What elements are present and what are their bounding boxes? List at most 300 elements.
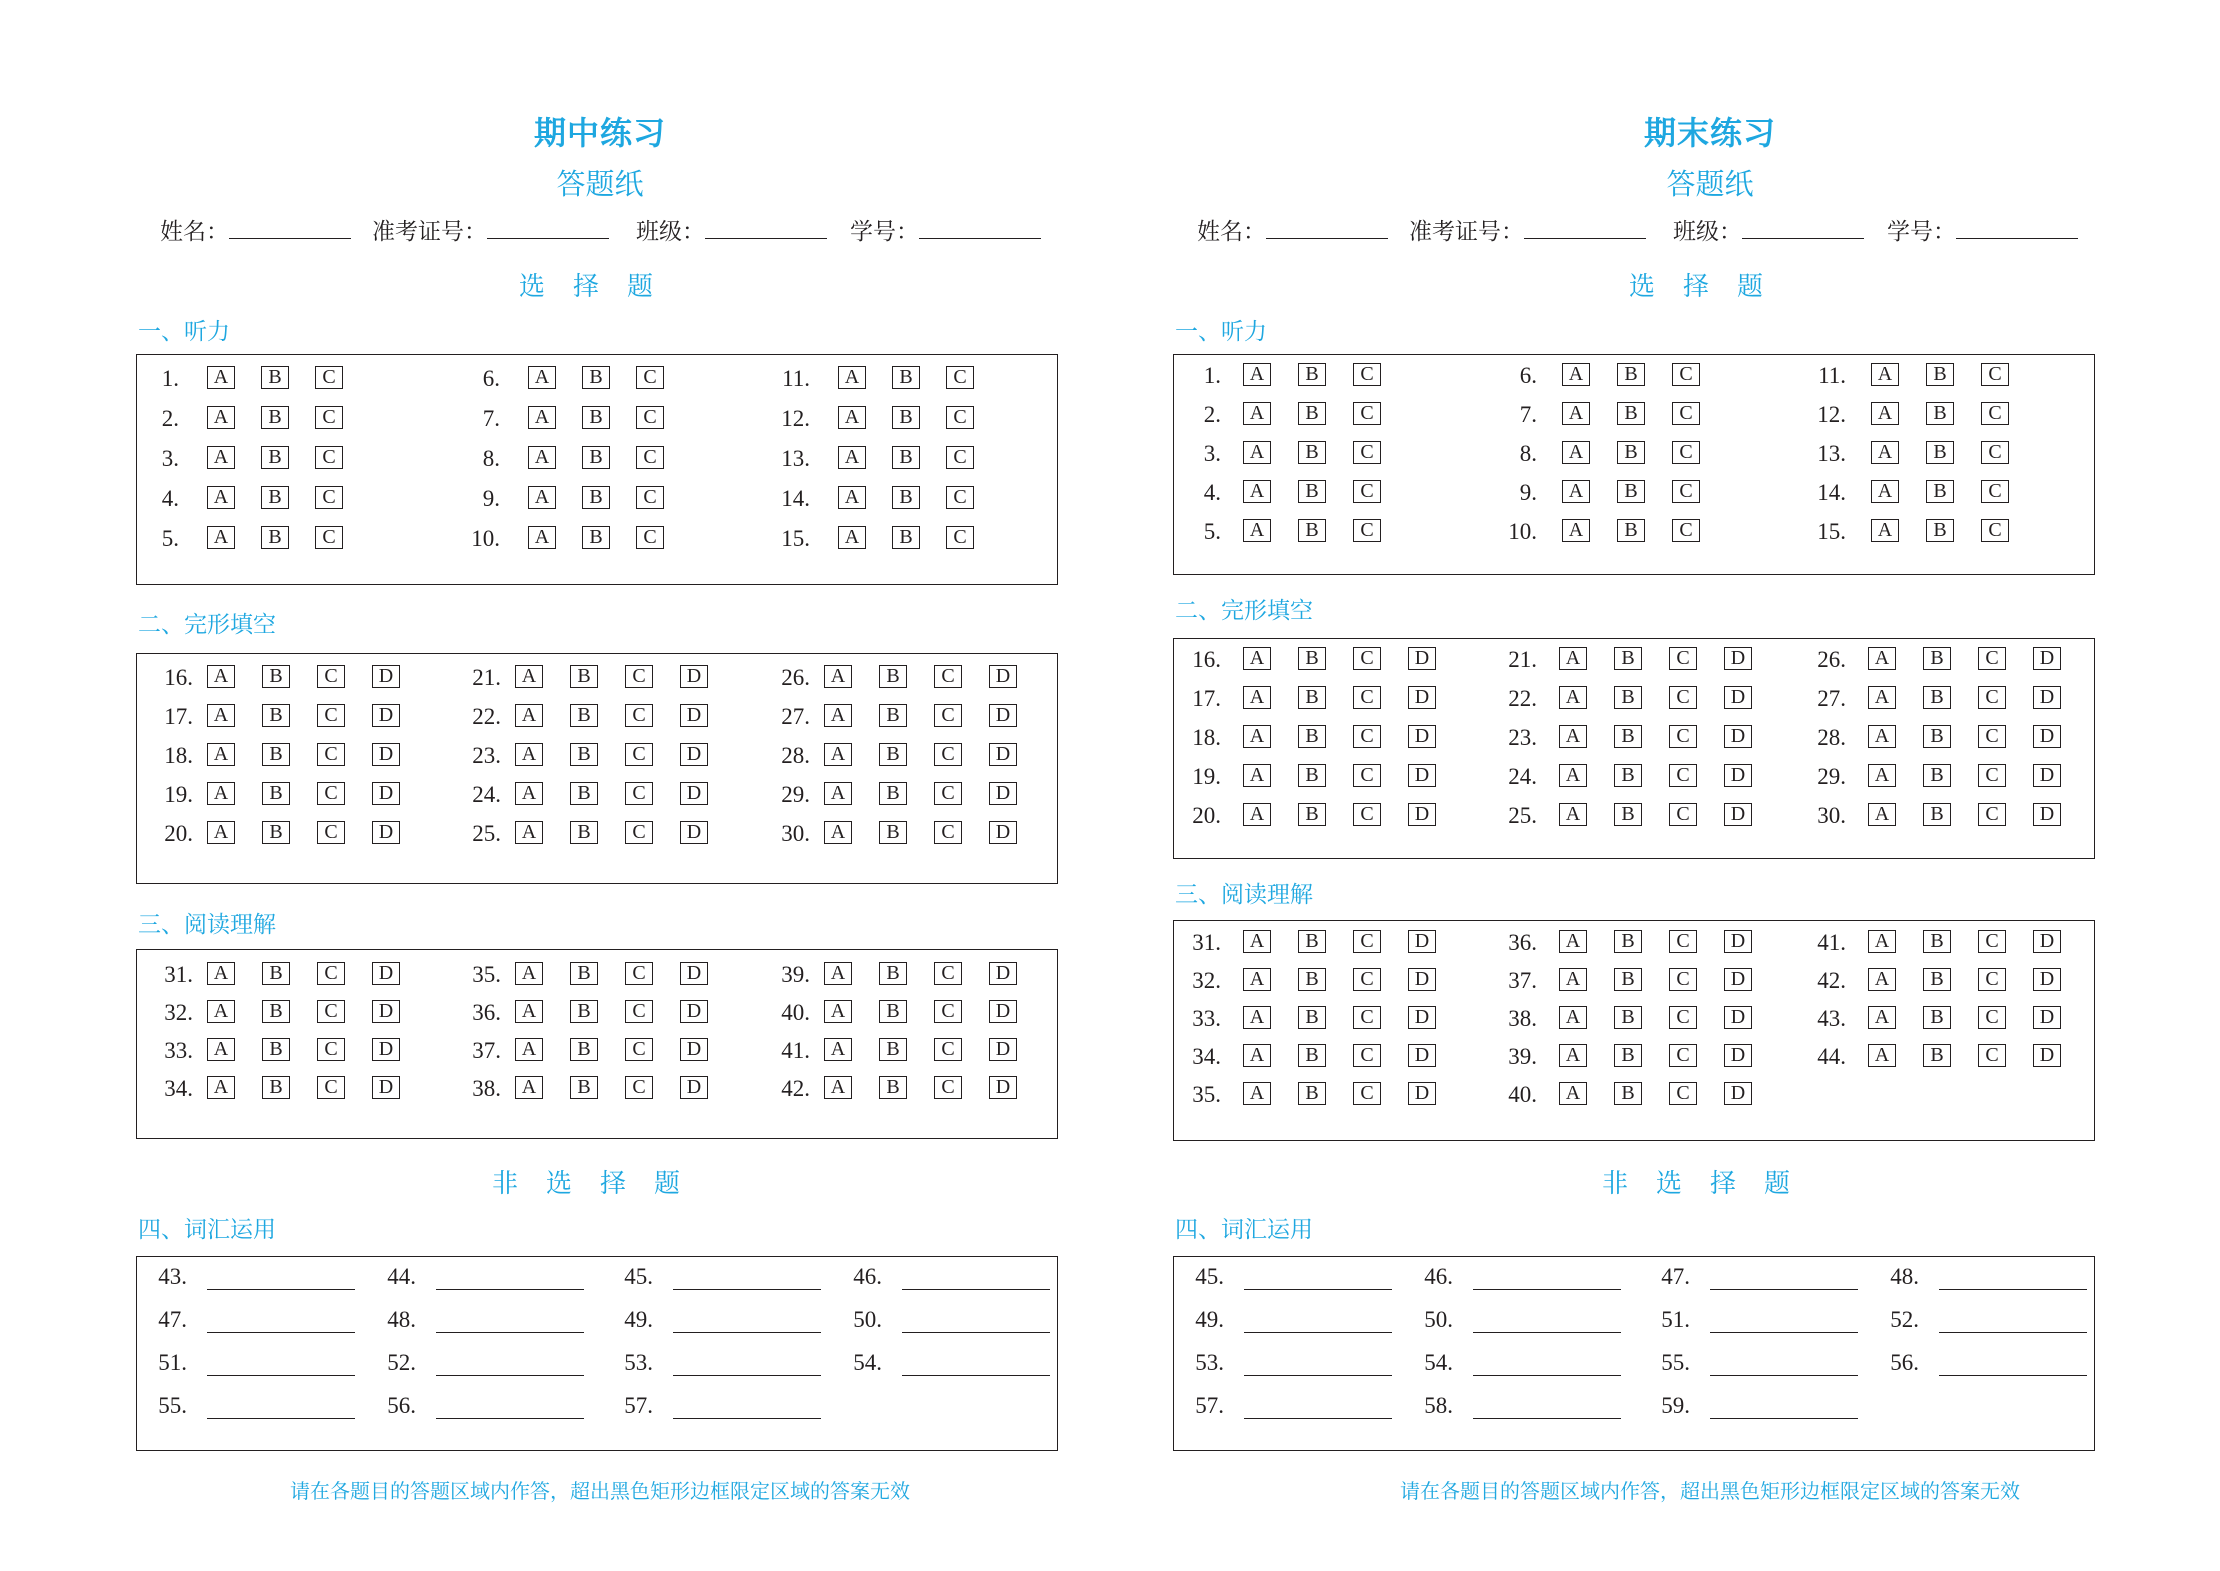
answer-blank-line[interactable]	[436, 1418, 584, 1419]
option-box-a[interactable]: A	[1868, 725, 1896, 748]
option-box-c[interactable]: C	[946, 446, 974, 469]
info-field[interactable]	[1887, 216, 2078, 247]
option-box-c[interactable]: C	[1669, 1044, 1697, 1067]
option-box-b[interactable]: B	[879, 1076, 907, 1099]
option-box-d[interactable]: D	[989, 665, 1017, 688]
option-box-d[interactable]: D	[372, 1038, 400, 1061]
option-box-b[interactable]: B	[879, 782, 907, 805]
option-box-c[interactable]: C	[934, 1038, 962, 1061]
option-box-a[interactable]: A	[1243, 764, 1271, 787]
option-box-c[interactable]: C	[317, 743, 345, 766]
option-box-c[interactable]: C	[1353, 930, 1381, 953]
option-box-a[interactable]: A	[1868, 1006, 1896, 1029]
option-box-d[interactable]: D	[1408, 930, 1436, 953]
option-box-d[interactable]: D	[989, 1000, 1017, 1023]
option-box-b[interactable]: B	[1614, 725, 1642, 748]
option-box-a[interactable]: A	[528, 366, 556, 389]
option-box-c[interactable]: C	[317, 821, 345, 844]
answer-blank-line[interactable]	[673, 1332, 821, 1333]
answer-blank-line[interactable]	[902, 1375, 1050, 1376]
option-box-d[interactable]: D	[2033, 647, 2061, 670]
option-box-c[interactable]: C	[625, 743, 653, 766]
option-box-c[interactable]: C	[1669, 725, 1697, 748]
option-box-b[interactable]: B	[892, 446, 920, 469]
answer-blank-line[interactable]	[673, 1289, 821, 1290]
option-box-a[interactable]: A	[1559, 725, 1587, 748]
option-box-b[interactable]: B	[1614, 686, 1642, 709]
answer-blank-line[interactable]	[1244, 1375, 1392, 1376]
option-box-c[interactable]: C	[625, 782, 653, 805]
option-box-a[interactable]: A	[1868, 764, 1896, 787]
info-field[interactable]	[850, 216, 1041, 247]
option-box-c[interactable]: C	[1981, 363, 2009, 386]
answer-blank-line[interactable]	[1939, 1375, 2087, 1376]
option-box-b[interactable]: B	[892, 486, 920, 509]
option-box-b[interactable]: B	[262, 665, 290, 688]
option-box-c[interactable]: C	[1669, 764, 1697, 787]
option-box-a[interactable]: A	[1559, 930, 1587, 953]
option-box-d[interactable]: D	[2033, 1044, 2061, 1067]
option-box-c[interactable]: C	[1353, 1006, 1381, 1029]
option-box-b[interactable]: B	[1923, 725, 1951, 748]
option-box-b[interactable]: B	[1617, 441, 1645, 464]
option-box-b[interactable]: B	[261, 366, 289, 389]
option-box-d[interactable]: D	[1724, 764, 1752, 787]
option-box-c[interactable]: C	[1978, 803, 2006, 826]
option-box-a[interactable]: A	[1559, 1006, 1587, 1029]
option-box-c[interactable]: C	[317, 1038, 345, 1061]
option-box-b[interactable]: B	[1298, 441, 1326, 464]
answer-blank-line[interactable]	[1473, 1332, 1621, 1333]
option-box-a[interactable]: A	[1562, 363, 1590, 386]
option-box-d[interactable]: D	[1724, 647, 1752, 670]
option-box-d[interactable]: D	[1408, 764, 1436, 787]
answer-blank-line[interactable]	[1939, 1289, 2087, 1290]
option-box-b[interactable]: B	[262, 962, 290, 985]
option-box-a[interactable]: A	[1562, 402, 1590, 425]
option-box-b[interactable]: B	[1298, 686, 1326, 709]
answer-blank-line[interactable]	[1710, 1289, 1858, 1290]
option-box-d[interactable]: D	[1408, 725, 1436, 748]
option-box-d[interactable]: D	[372, 962, 400, 985]
option-box-a[interactable]: A	[1559, 968, 1587, 991]
option-box-c[interactable]: C	[636, 446, 664, 469]
option-box-b[interactable]: B	[1923, 686, 1951, 709]
answer-blank-line[interactable]	[1939, 1332, 2087, 1333]
answer-blank-line[interactable]	[1710, 1375, 1858, 1376]
option-box-d[interactable]: D	[1408, 647, 1436, 670]
option-box-a[interactable]: A	[207, 526, 235, 549]
option-box-c[interactable]: C	[934, 821, 962, 844]
option-box-b[interactable]: B	[1617, 363, 1645, 386]
info-field[interactable]	[372, 216, 609, 247]
option-box-d[interactable]: D	[2033, 764, 2061, 787]
option-box-b[interactable]: B	[570, 1038, 598, 1061]
option-box-d[interactable]: D	[680, 1076, 708, 1099]
option-box-b[interactable]: B	[1298, 968, 1326, 991]
option-box-d[interactable]: D	[1724, 1044, 1752, 1067]
option-box-c[interactable]: C	[946, 406, 974, 429]
option-box-d[interactable]: D	[2033, 686, 2061, 709]
info-field-blank[interactable]	[1266, 216, 1388, 239]
option-box-d[interactable]: D	[989, 821, 1017, 844]
option-box-a[interactable]: A	[1871, 363, 1899, 386]
option-box-b[interactable]: B	[570, 743, 598, 766]
option-box-a[interactable]: A	[1243, 519, 1271, 542]
option-box-b[interactable]: B	[1614, 930, 1642, 953]
option-box-b[interactable]: B	[582, 366, 610, 389]
answer-blank-line[interactable]	[673, 1375, 821, 1376]
option-box-a[interactable]: A	[824, 1000, 852, 1023]
option-box-a[interactable]: A	[824, 821, 852, 844]
option-box-a[interactable]: A	[515, 821, 543, 844]
option-box-b[interactable]: B	[1298, 480, 1326, 503]
option-box-a[interactable]: A	[1868, 930, 1896, 953]
option-box-b[interactable]: B	[570, 704, 598, 727]
option-box-b[interactable]: B	[261, 486, 289, 509]
answer-blank-line[interactable]	[1710, 1332, 1858, 1333]
option-box-a[interactable]: A	[1243, 647, 1271, 670]
option-box-c[interactable]: C	[625, 962, 653, 985]
option-box-d[interactable]: D	[1408, 803, 1436, 826]
option-box-c[interactable]: C	[625, 821, 653, 844]
option-box-d[interactable]: D	[1408, 1082, 1436, 1105]
option-box-b[interactable]: B	[570, 665, 598, 688]
answer-blank-line[interactable]	[207, 1418, 355, 1419]
option-box-c[interactable]: C	[625, 665, 653, 688]
option-box-c[interactable]: C	[1672, 363, 1700, 386]
option-box-b[interactable]: B	[1926, 441, 1954, 464]
answer-blank-line[interactable]	[902, 1332, 1050, 1333]
option-box-c[interactable]: C	[946, 526, 974, 549]
option-box-c[interactable]: C	[317, 704, 345, 727]
option-box-a[interactable]: A	[528, 486, 556, 509]
option-box-c[interactable]: C	[1669, 1006, 1697, 1029]
option-box-c[interactable]: C	[1978, 1044, 2006, 1067]
answer-blank-line[interactable]	[902, 1289, 1050, 1290]
option-box-c[interactable]: C	[317, 782, 345, 805]
option-box-c[interactable]: C	[315, 446, 343, 469]
option-box-d[interactable]: D	[1724, 725, 1752, 748]
option-box-a[interactable]: A	[515, 782, 543, 805]
option-box-a[interactable]: A	[838, 526, 866, 549]
info-field[interactable]	[1197, 216, 1388, 247]
info-field-blank[interactable]	[1524, 216, 1646, 239]
option-box-a[interactable]: A	[515, 743, 543, 766]
option-box-d[interactable]: D	[989, 782, 1017, 805]
answer-blank-line[interactable]	[207, 1332, 355, 1333]
option-box-c[interactable]: C	[1978, 686, 2006, 709]
option-box-c[interactable]: C	[317, 962, 345, 985]
option-box-d[interactable]: D	[680, 1000, 708, 1023]
option-box-a[interactable]: A	[838, 446, 866, 469]
option-box-d[interactable]: D	[2033, 1006, 2061, 1029]
info-field[interactable]	[160, 216, 351, 247]
option-box-c[interactable]: C	[946, 366, 974, 389]
option-box-d[interactable]: D	[989, 743, 1017, 766]
option-box-c[interactable]: C	[315, 526, 343, 549]
option-box-c[interactable]: C	[1669, 686, 1697, 709]
option-box-d[interactable]: D	[989, 962, 1017, 985]
option-box-a[interactable]: A	[207, 1038, 235, 1061]
option-box-d[interactable]: D	[372, 1076, 400, 1099]
option-box-d[interactable]: D	[1724, 1082, 1752, 1105]
option-box-a[interactable]: A	[1868, 647, 1896, 670]
option-box-a[interactable]: A	[515, 704, 543, 727]
option-box-c[interactable]: C	[625, 704, 653, 727]
option-box-c[interactable]: C	[1353, 968, 1381, 991]
info-field-blank[interactable]	[919, 216, 1041, 239]
option-box-a[interactable]: A	[1868, 1044, 1896, 1067]
option-box-b[interactable]: B	[879, 743, 907, 766]
option-box-b[interactable]: B	[261, 406, 289, 429]
option-box-c[interactable]: C	[1981, 519, 2009, 542]
option-box-a[interactable]: A	[838, 366, 866, 389]
option-box-a[interactable]: A	[207, 406, 235, 429]
option-box-c[interactable]: C	[1981, 480, 2009, 503]
option-box-b[interactable]: B	[879, 821, 907, 844]
answer-blank-line[interactable]	[1473, 1418, 1621, 1419]
option-box-b[interactable]: B	[582, 406, 610, 429]
option-box-b[interactable]: B	[261, 446, 289, 469]
option-box-a[interactable]: A	[1559, 764, 1587, 787]
option-box-c[interactable]: C	[934, 1076, 962, 1099]
option-box-c[interactable]: C	[636, 486, 664, 509]
option-box-a[interactable]: A	[1243, 968, 1271, 991]
option-box-b[interactable]: B	[1298, 930, 1326, 953]
option-box-a[interactable]: A	[528, 446, 556, 469]
option-box-d[interactable]: D	[372, 665, 400, 688]
option-box-b[interactable]: B	[262, 1038, 290, 1061]
option-box-a[interactable]: A	[515, 962, 543, 985]
info-field-blank[interactable]	[1742, 216, 1864, 239]
option-box-b[interactable]: B	[1298, 363, 1326, 386]
option-box-b[interactable]: B	[1923, 930, 1951, 953]
option-box-b[interactable]: B	[262, 704, 290, 727]
option-box-c[interactable]: C	[1669, 968, 1697, 991]
option-box-c[interactable]: C	[1353, 686, 1381, 709]
answer-blank-line[interactable]	[1473, 1375, 1621, 1376]
option-box-b[interactable]: B	[1298, 402, 1326, 425]
option-box-d[interactable]: D	[680, 962, 708, 985]
option-box-a[interactable]: A	[1559, 803, 1587, 826]
answer-blank-line[interactable]	[1244, 1332, 1392, 1333]
option-box-b[interactable]: B	[1298, 1082, 1326, 1105]
option-box-c[interactable]: C	[315, 486, 343, 509]
option-box-d[interactable]: D	[680, 704, 708, 727]
option-box-d[interactable]: D	[680, 1038, 708, 1061]
option-box-a[interactable]: A	[1243, 1044, 1271, 1067]
option-box-a[interactable]: A	[1243, 1082, 1271, 1105]
option-box-b[interactable]: B	[892, 366, 920, 389]
option-box-c[interactable]: C	[934, 743, 962, 766]
option-box-d[interactable]: D	[2033, 725, 2061, 748]
option-box-c[interactable]: C	[1978, 1006, 2006, 1029]
answer-blank-line[interactable]	[1244, 1418, 1392, 1419]
option-box-a[interactable]: A	[207, 821, 235, 844]
info-field[interactable]	[1673, 216, 1864, 247]
option-box-c[interactable]: C	[1353, 725, 1381, 748]
option-box-a[interactable]: A	[207, 962, 235, 985]
option-box-a[interactable]: A	[515, 1000, 543, 1023]
option-box-b[interactable]: B	[1923, 968, 1951, 991]
option-box-b[interactable]: B	[1926, 519, 1954, 542]
option-box-b[interactable]: B	[1923, 764, 1951, 787]
option-box-a[interactable]: A	[824, 962, 852, 985]
option-box-a[interactable]: A	[1243, 1006, 1271, 1029]
option-box-b[interactable]: B	[582, 526, 610, 549]
option-box-c[interactable]: C	[1672, 441, 1700, 464]
option-box-c[interactable]: C	[1353, 480, 1381, 503]
option-box-a[interactable]: A	[207, 704, 235, 727]
option-box-b[interactable]: B	[1617, 402, 1645, 425]
option-box-b[interactable]: B	[1298, 725, 1326, 748]
option-box-b[interactable]: B	[1926, 480, 1954, 503]
option-box-a[interactable]: A	[1562, 519, 1590, 542]
option-box-b[interactable]: B	[892, 526, 920, 549]
option-box-c[interactable]: C	[1978, 647, 2006, 670]
option-box-a[interactable]: A	[1868, 686, 1896, 709]
option-box-b[interactable]: B	[570, 782, 598, 805]
option-box-d[interactable]: D	[2033, 803, 2061, 826]
option-box-d[interactable]: D	[680, 782, 708, 805]
option-box-c[interactable]: C	[315, 366, 343, 389]
option-box-d[interactable]: D	[680, 821, 708, 844]
option-box-b[interactable]: B	[1614, 968, 1642, 991]
option-box-c[interactable]: C	[1672, 519, 1700, 542]
option-box-c[interactable]: C	[1353, 1082, 1381, 1105]
option-box-d[interactable]: D	[1408, 1006, 1436, 1029]
option-box-c[interactable]: C	[636, 526, 664, 549]
option-box-c[interactable]: C	[1353, 441, 1381, 464]
option-box-c[interactable]: C	[1669, 1082, 1697, 1105]
option-box-a[interactable]: A	[1559, 647, 1587, 670]
answer-blank-line[interactable]	[436, 1332, 584, 1333]
option-box-b[interactable]: B	[262, 782, 290, 805]
option-box-b[interactable]: B	[570, 821, 598, 844]
option-box-b[interactable]: B	[1926, 363, 1954, 386]
option-box-a[interactable]: A	[824, 704, 852, 727]
option-box-a[interactable]: A	[838, 406, 866, 429]
info-field-blank[interactable]	[229, 216, 351, 239]
option-box-b[interactable]: B	[262, 743, 290, 766]
option-box-b[interactable]: B	[570, 1076, 598, 1099]
option-box-c[interactable]: C	[1353, 803, 1381, 826]
option-box-a[interactable]: A	[1868, 968, 1896, 991]
option-box-d[interactable]: D	[680, 743, 708, 766]
option-box-c[interactable]: C	[1672, 480, 1700, 503]
option-box-a[interactable]: A	[1243, 402, 1271, 425]
option-box-b[interactable]: B	[1298, 803, 1326, 826]
option-box-c[interactable]: C	[934, 782, 962, 805]
option-box-b[interactable]: B	[879, 665, 907, 688]
option-box-b[interactable]: B	[1923, 1044, 1951, 1067]
option-box-a[interactable]: A	[207, 366, 235, 389]
option-box-b[interactable]: B	[1298, 764, 1326, 787]
option-box-a[interactable]: A	[1243, 803, 1271, 826]
option-box-a[interactable]: A	[1562, 441, 1590, 464]
option-box-b[interactable]: B	[582, 446, 610, 469]
option-box-b[interactable]: B	[1614, 1006, 1642, 1029]
option-box-d[interactable]: D	[1724, 1006, 1752, 1029]
option-box-d[interactable]: D	[372, 821, 400, 844]
option-box-b[interactable]: B	[892, 406, 920, 429]
option-box-a[interactable]: A	[207, 1076, 235, 1099]
option-box-b[interactable]: B	[1614, 647, 1642, 670]
option-box-c[interactable]: C	[934, 962, 962, 985]
option-box-b[interactable]: B	[1298, 519, 1326, 542]
option-box-b[interactable]: B	[879, 1000, 907, 1023]
option-box-a[interactable]: A	[528, 526, 556, 549]
option-box-d[interactable]: D	[1408, 968, 1436, 991]
answer-blank-line[interactable]	[207, 1375, 355, 1376]
option-box-b[interactable]: B	[261, 526, 289, 549]
option-box-c[interactable]: C	[1981, 402, 2009, 425]
option-box-a[interactable]: A	[515, 1076, 543, 1099]
answer-blank-line[interactable]	[673, 1418, 821, 1419]
answer-blank-line[interactable]	[1473, 1289, 1621, 1290]
option-box-a[interactable]: A	[1562, 480, 1590, 503]
option-box-c[interactable]: C	[934, 1000, 962, 1023]
option-box-a[interactable]: A	[207, 1000, 235, 1023]
option-box-a[interactable]: A	[824, 743, 852, 766]
option-box-d[interactable]: D	[989, 1076, 1017, 1099]
option-box-a[interactable]: A	[1559, 1082, 1587, 1105]
option-box-b[interactable]: B	[1614, 803, 1642, 826]
option-box-a[interactable]: A	[824, 782, 852, 805]
option-box-a[interactable]: A	[1871, 519, 1899, 542]
option-box-b[interactable]: B	[1923, 647, 1951, 670]
option-box-b[interactable]: B	[262, 821, 290, 844]
option-box-c[interactable]: C	[1353, 647, 1381, 670]
option-box-b[interactable]: B	[1298, 647, 1326, 670]
option-box-b[interactable]: B	[1923, 803, 1951, 826]
option-box-a[interactable]: A	[1559, 1044, 1587, 1067]
option-box-c[interactable]: C	[946, 486, 974, 509]
option-box-c[interactable]: C	[636, 406, 664, 429]
option-box-d[interactable]: D	[1724, 930, 1752, 953]
option-box-a[interactable]: A	[207, 486, 235, 509]
option-box-c[interactable]: C	[317, 1076, 345, 1099]
info-field[interactable]	[636, 216, 827, 247]
option-box-a[interactable]: A	[1871, 480, 1899, 503]
option-box-a[interactable]: A	[207, 446, 235, 469]
option-box-a[interactable]: A	[1243, 363, 1271, 386]
option-box-c[interactable]: C	[625, 1038, 653, 1061]
option-box-a[interactable]: A	[515, 665, 543, 688]
option-box-c[interactable]: C	[1978, 930, 2006, 953]
option-box-c[interactable]: C	[636, 366, 664, 389]
option-box-a[interactable]: A	[1868, 803, 1896, 826]
option-box-b[interactable]: B	[262, 1000, 290, 1023]
option-box-a[interactable]: A	[207, 665, 235, 688]
option-box-c[interactable]: C	[1669, 647, 1697, 670]
option-box-c[interactable]: C	[1981, 441, 2009, 464]
option-box-b[interactable]: B	[1298, 1044, 1326, 1067]
option-box-d[interactable]: D	[372, 743, 400, 766]
option-box-d[interactable]: D	[680, 665, 708, 688]
option-box-c[interactable]: C	[315, 406, 343, 429]
option-box-b[interactable]: B	[1617, 519, 1645, 542]
option-box-a[interactable]: A	[207, 782, 235, 805]
option-box-c[interactable]: C	[1978, 725, 2006, 748]
option-box-b[interactable]: B	[1617, 480, 1645, 503]
option-box-c[interactable]: C	[625, 1000, 653, 1023]
option-box-c[interactable]: C	[1353, 363, 1381, 386]
answer-blank-line[interactable]	[207, 1289, 355, 1290]
answer-blank-line[interactable]	[1710, 1418, 1858, 1419]
option-box-c[interactable]: C	[1672, 402, 1700, 425]
